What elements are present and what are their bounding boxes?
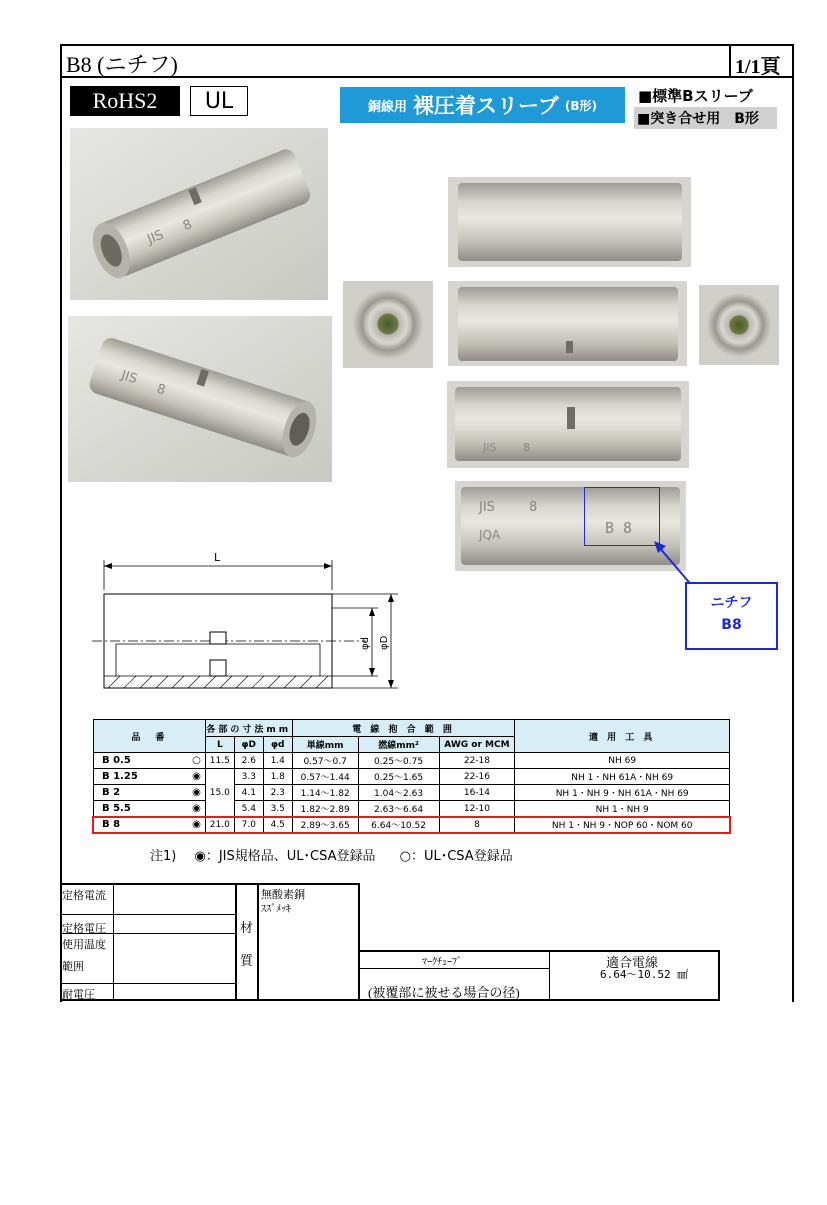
photo-end-right xyxy=(699,285,779,365)
rohs-badge: RoHS2 xyxy=(70,86,180,116)
material-value-1: 無酸素銅 xyxy=(261,889,305,901)
withstand-voltage-label: 耐電圧 xyxy=(62,989,95,1001)
svg-text:8: 8 xyxy=(529,500,538,515)
footnote xyxy=(150,845,513,864)
material-label-2: 質 xyxy=(240,953,254,968)
col-wire-range: 電 線 抱 合 範 囲 xyxy=(292,720,515,737)
dimension-drawing xyxy=(88,550,408,700)
col-d: φd xyxy=(263,737,292,753)
col-tools: 適 用 工 具 xyxy=(515,720,730,753)
callout-brand: ニチフ xyxy=(710,595,753,611)
col-L: L xyxy=(205,737,234,753)
col-stranded: 撚線mm² xyxy=(358,737,439,753)
svg-text:8: 8 xyxy=(523,441,530,454)
ul-badge: UL xyxy=(190,86,248,116)
callout-part: B8 xyxy=(721,617,742,633)
photo-end-left xyxy=(343,281,433,368)
banner-suffix: (B形) xyxy=(564,98,598,113)
footnote-jis: ◉：JIS規格品、UL･CSA登録品 xyxy=(194,849,376,864)
table-row: B 5.5 ◉ 5.4 3.5 1.82～2.89 2.63～6.64 12-10 NH 1・NH 9 xyxy=(94,801,730,817)
material-label-1: 材 xyxy=(240,920,254,935)
compatible-wire-label: 適合電線 xyxy=(606,955,659,970)
temp-label-2: 範囲 xyxy=(62,961,84,973)
feature-butt-joint: ■突き合せ用 B形 xyxy=(634,107,777,129)
product-banner xyxy=(340,87,625,123)
col-single: 単線mm xyxy=(292,737,358,753)
covering-note: (被覆部に被せる場合の径) xyxy=(368,985,520,1000)
selected-row-highlight xyxy=(92,816,731,834)
svg-text:8: 8 xyxy=(181,217,195,235)
table-row: B 2 ◉ 4.1 2.3 1.14～1.82 1.04～2.63 16-14 NH 1・NH 9・NH 61A・NH 69 xyxy=(94,785,730,801)
material-value-2: ｽｽﾞﾒｯｷ xyxy=(261,904,291,915)
table-row: B 1.25 ◉ 15.0 3.3 1.8 0.57～1.44 0.25～1.65 22-16 NH 1・NH 61A・NH 69 xyxy=(94,769,730,785)
photo-top-view xyxy=(448,177,691,267)
banner-prefix: 銅線用 xyxy=(367,99,407,115)
banner-title: 裸圧着スリーブ xyxy=(412,94,559,118)
photo-bottom-view xyxy=(447,381,689,468)
svg-text:8: 8 xyxy=(154,381,168,399)
footnote-prefix: 注1) xyxy=(150,849,177,864)
callout-label xyxy=(685,582,778,650)
marking-highlight-box xyxy=(584,487,660,546)
col-awg: AWG or MCM xyxy=(439,737,515,753)
svg-text:JIS: JIS xyxy=(483,441,497,454)
temp-label-1: 使用温度 xyxy=(62,939,106,951)
svg-text:JQA: JQA xyxy=(479,528,501,542)
photo-angle-1 xyxy=(70,128,328,300)
col-dimensions: 各部の寸法mm xyxy=(205,720,292,737)
svg-text:JIS: JIS xyxy=(479,500,495,515)
photo-angle-2 xyxy=(68,316,332,482)
length-label: L xyxy=(214,551,221,564)
rated-current-label: 定格電流 xyxy=(62,890,106,902)
table-row-b8: B 8 ◉ 21.0 7.0 4.5 2.89～3.65 6.64～10.52 8 NH 1・NH 9・NOP 60・NOM 60 xyxy=(94,817,730,833)
feature-standard: ■標準Bスリーブ xyxy=(638,87,753,105)
svg-text:JIS: JIS xyxy=(119,367,140,388)
document-title: B8 (ニチフ) xyxy=(66,52,178,77)
svg-text:JIS: JIS xyxy=(145,227,166,248)
col-D: φD xyxy=(234,737,263,753)
compatible-wire-value: 6.64～10.52 ㎟ xyxy=(600,968,689,981)
rated-voltage-label: 定格電圧 xyxy=(62,923,106,935)
inner-dia-label: φd xyxy=(360,637,371,650)
page-number: 1/1頁 xyxy=(735,56,781,78)
footnote-ul: ○：UL･CSA登録品 xyxy=(399,849,513,864)
photo-side-slot xyxy=(448,281,687,366)
svg-text:B 8: B 8 xyxy=(605,519,633,537)
table-row: B 0.5 ○ 11.5 2.6 1.4 0.57～0.7 0.25～0.75 22-18 NH 69 xyxy=(94,753,730,769)
outer-dia-label: φD xyxy=(379,635,390,650)
marking-tube-label: ﾏｰｸﾁｭｰﾌﾞ xyxy=(422,957,462,968)
header-separator xyxy=(729,44,731,77)
col-part-no: 品 番 xyxy=(94,720,206,753)
